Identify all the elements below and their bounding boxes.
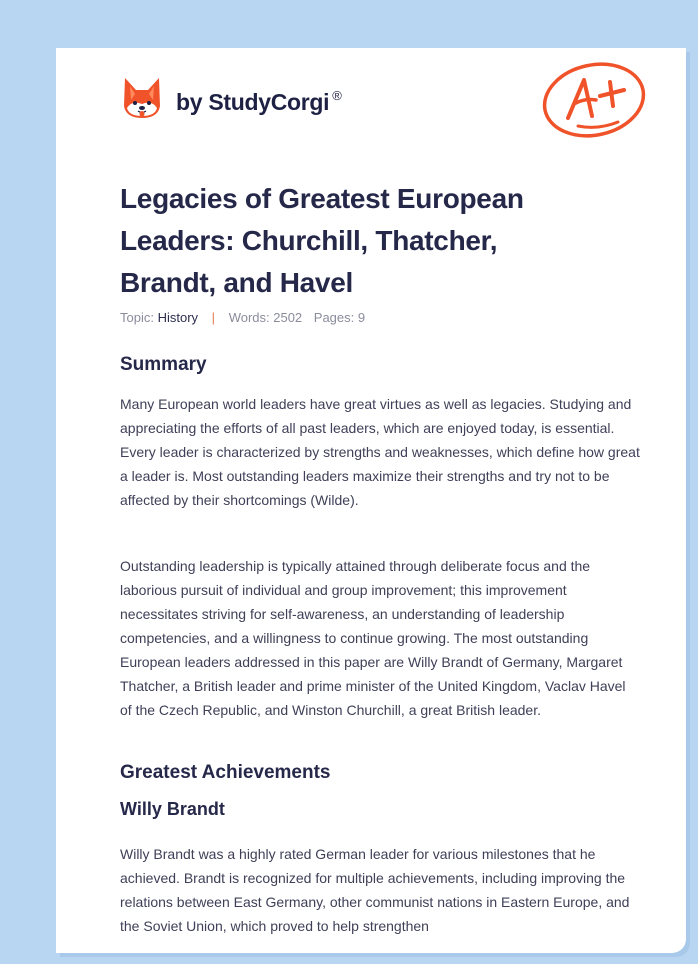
corgi-icon (122, 76, 162, 120)
summary-heading: Summary (120, 354, 207, 375)
document-card (56, 48, 686, 953)
a-plus-grade-badge (538, 58, 650, 147)
document-meta (120, 310, 365, 325)
registered-mark: ® (332, 87, 342, 103)
document-title: Legacies of Greatest European Leaders: Churchill, Thatcher, Brandt, and Havel (120, 183, 524, 298)
meta-separator: | (211, 310, 216, 325)
studycorgi-logo[interactable] (122, 76, 342, 120)
willy-brandt-heading: Willy Brandt (120, 799, 225, 819)
summary-paragraph-1: Many European world leaders have great virtues as well as legacies. Studying and appreciating the efforts of all past leaders, which are enjoyed today, is essential. Every leader is characterized by strengths and weaknesses, which define how great a leader is. Most outstanding leaders maximize their strengths and try not to be affected by their shortcomings (Wilde). (120, 396, 640, 508)
word-count: Words: 2502 (228, 310, 303, 325)
achievements-heading: Greatest Achievements (120, 762, 331, 783)
a-plus-grade-icon (538, 58, 650, 142)
brandt-paragraph: Willy Brandt was a highly rated German leader for various milestones that he achieved. Brandt is recognized for multiple achievements, including improving the relations between East Germany, other communist nations in Eastern Europe, and the Soviet Union, which proved to help strengthen (120, 846, 630, 934)
page-count: Pages: 9 (313, 310, 366, 325)
topic-link[interactable]: History (157, 310, 199, 325)
topic-label: Topic: (120, 310, 154, 325)
summary-paragraph-2: Outstanding leadership is typically attained through deliberate focus and the laborious pursuit of individual and group improvement; this improvement necessitates striving for self-awareness, an understanding of leadership competencies, and a willingness to continue growing. The most outstanding European leaders addressed in this paper are Willy Brandt of Germany, Margaret Thatcher, a British leader and prime minister of the United Kingdom, Vaclav Havel of the Czech Republic, and Winston Churchill, a great British leader. (120, 558, 626, 718)
brand-name: by StudyCorgi ® (176, 87, 342, 115)
